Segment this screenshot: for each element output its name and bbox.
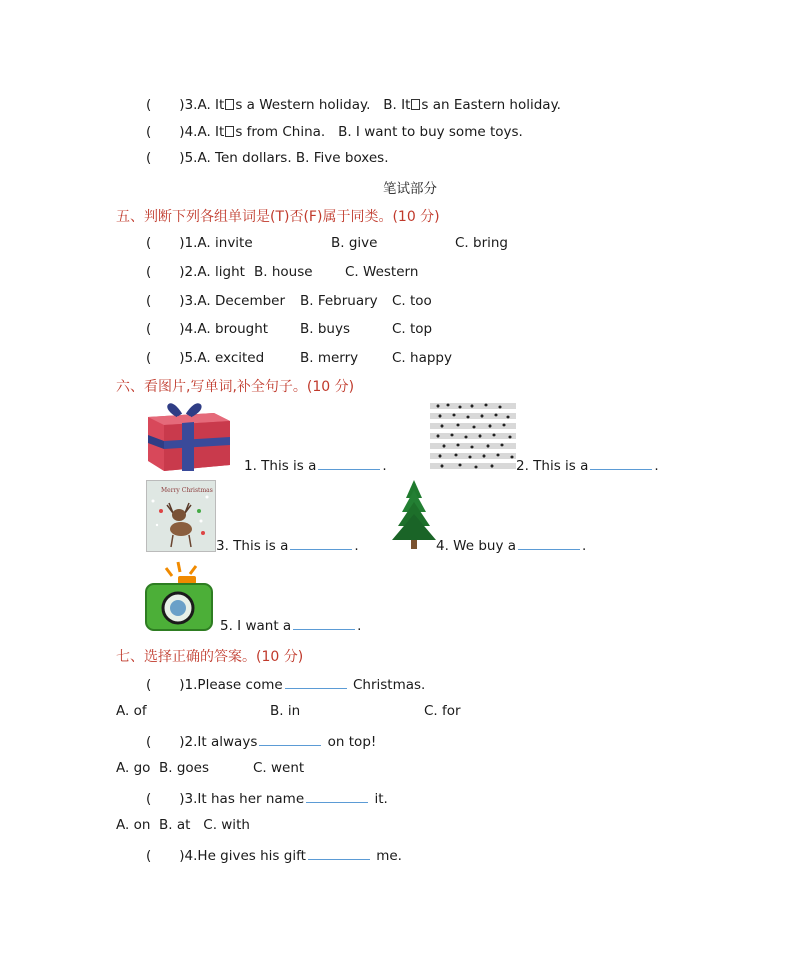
written-part-title: 笔试部分 [383, 181, 437, 197]
s6-sentence-2: 2. This is a . [516, 458, 659, 474]
s5-item-3: ( )3.A. December [146, 293, 286, 309]
s6-sentence-4: 4. We buy a . [436, 538, 587, 554]
s7-q2-option-c: C. went [253, 760, 305, 776]
missing-glyph-icon [411, 99, 420, 110]
section7-title: 七、选择正确的答案。(10 分) [116, 649, 304, 665]
missing-glyph-icon [225, 99, 234, 110]
section6-title: 六、看图片,写单词,补全句子。(10 分) [116, 379, 355, 395]
s5-item-5-c: C. happy [392, 350, 452, 366]
s5-item-1: ( )1.A. invite [146, 235, 253, 251]
s7-q2-options: A. go B. goes [116, 760, 210, 776]
camera-image [144, 560, 218, 634]
s7-q3-options: A. on B. at C. with [116, 817, 250, 833]
answer-blank[interactable] [290, 536, 352, 550]
answer-blank[interactable] [306, 789, 368, 803]
music-sheet-image [428, 398, 518, 472]
gift-box-image [144, 399, 236, 473]
s7-question-4: ( )4.He gives his gift me. [146, 848, 402, 864]
s6-sentence-3: 3. This is a . [216, 538, 359, 554]
s5-item-5: ( )5.A. excited [146, 350, 265, 366]
s7-q1-option-c: C. for [424, 703, 461, 719]
s5-item-2-c: C. Western [345, 264, 419, 280]
answer-blank[interactable] [308, 846, 370, 860]
s5-item-4-b: B. buys [300, 321, 350, 337]
answer-blank[interactable] [590, 456, 652, 470]
s7-question-1: ( )1.Please come Christmas. [146, 677, 426, 693]
card-caption: Merry Christmas [161, 487, 213, 494]
missing-glyph-icon [225, 126, 234, 137]
s5-item-5-b: B. merry [300, 350, 359, 366]
s7-q1-option-a: A. of [116, 703, 147, 719]
s5-item-2: ( )2.A. light [146, 264, 245, 280]
s5-item-1-c: C. bring [455, 235, 509, 251]
s5-item-3-b: B. February [300, 293, 378, 309]
reindeer-icon [147, 481, 215, 551]
s7-question-3: ( )3.It has her name it. [146, 791, 388, 807]
answer-blank[interactable] [293, 616, 355, 630]
section5-title: 五、判断下列各组单词是(T)否(F)属于同类。(10 分) [116, 209, 440, 225]
christmas-card-image [146, 480, 216, 552]
answer-blank[interactable] [259, 732, 321, 746]
listening-item-5: ( )5.A. Ten dollars. B. Five boxes. [146, 150, 389, 166]
answer-blank[interactable] [318, 456, 380, 470]
s5-item-3-c: C. too [392, 293, 432, 309]
s7-question-2: ( )2.It always on top! [146, 734, 377, 750]
s5-item-4: ( )4.A. brought [146, 321, 269, 337]
answer-blank[interactable] [285, 675, 347, 689]
s6-sentence-5: 5. I want a . [220, 618, 362, 634]
answer-blank[interactable] [518, 536, 580, 550]
listening-item-3: ( )3.A. It s a Western holiday. B. It s an Eastern holiday. [146, 97, 561, 113]
s5-item-4-c: C. top [392, 321, 433, 337]
s6-sentence-1: 1. This is a . [244, 458, 387, 474]
s7-q1-option-b: B. in [270, 703, 301, 719]
christmas-tree-image [390, 478, 438, 550]
listening-item-4: ( )4.A. It s from China. B. I want to buy some toys. [146, 124, 523, 140]
s5-item-1-b: B. give [331, 235, 378, 251]
s5-item-2-b: B. house [254, 264, 313, 280]
